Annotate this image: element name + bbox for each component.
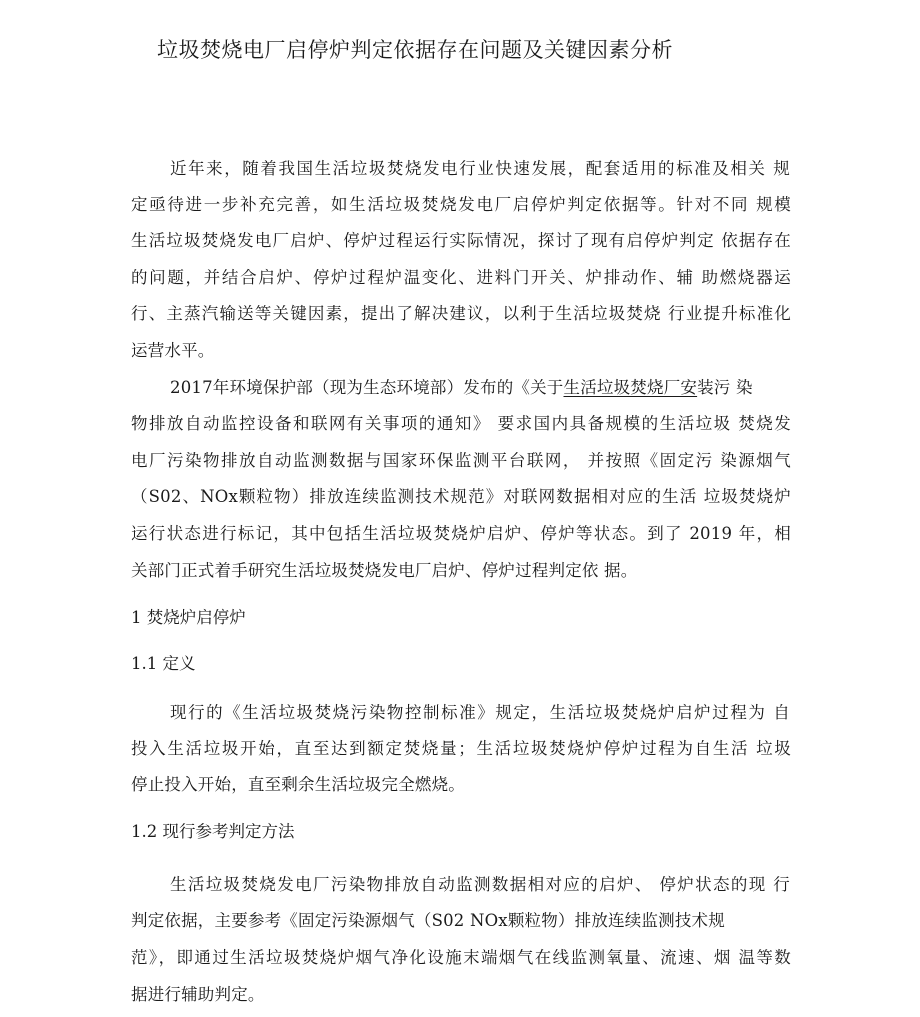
paragraph-1-line: 近年来，随着我国生活垃圾焚烧发电行业快速发展，配套适用的标准及相关 规: [170, 159, 790, 178]
paragraph-2-line: （S02、NOx颗粒物）排放连续监测技术规范》对联网数据相对应的生活 垃圾焚烧炉: [131, 487, 791, 506]
document-title: 垃圾焚烧电厂启停炉判定依据存在问题及关键因素分析: [157, 38, 673, 62]
underlined-text: 生活垃圾焚烧厂安: [563, 378, 698, 397]
paragraph-2-line: 电厂污染物排放自动监测数据与国家环保监测平台联网， 并按照《固定污 染源烟气: [131, 451, 791, 470]
paragraph-2-line: 物排放自动监控设备和联网有关事项的通知》 要求国内具备规模的生活垃圾 焚烧发: [131, 414, 791, 433]
paragraph-3-line: 投入生活垃圾开始，直至达到额定焚烧量；生活垃圾焚烧炉停炉过程为自生活 垃圾: [131, 739, 791, 758]
paragraph-1-line: 定亟待进一步补充完善，如生活垃圾焚烧发电厂启停炉判定依据等。针对不同 规模: [131, 195, 791, 214]
paragraph-4-line: 生活垃圾焚烧发电厂污染物排放自动监测数据相对应的启炉、 停炉状态的现 行: [170, 875, 790, 894]
paragraph-1-line: 运营水平。: [131, 341, 215, 360]
paragraph-3-line: 停止投入开始，直至剩余生活垃圾完全燃烧。: [131, 775, 465, 794]
paragraph-4-line: 据进行辅助判定。: [131, 985, 265, 1004]
paragraph-2-text: 2017年环境保护部（现为生态环境部）发布的《关于: [170, 378, 564, 397]
paragraph-4-line: 判定依据，主要参考《固定污染源烟气（S02 NOx颗粒物）排放连续监测技术规: [131, 911, 725, 930]
paragraph-3-line: 现行的《生活垃圾焚烧污染物控制标准》规定，生活垃圾焚烧炉启炉过程为 自: [170, 703, 790, 722]
paragraph-1-line: 的问题，并结合启炉、停炉过程炉温变化、进料门开关、炉排动作、辅 助燃烧器运: [131, 268, 791, 287]
paragraph-4-line: 范》，即通过生活垃圾焚烧炉烟气净化设施末端烟气在线监测氧量、流速、烟 温等数: [131, 948, 791, 967]
paragraph-2-text: 装污 染: [697, 378, 753, 397]
section-heading: 1 焚烧炉启停炉: [131, 608, 246, 627]
paragraph-1-line: 生活垃圾焚烧发电厂启炉、停炉过程运行实际情况，探讨了现有启停炉判定 依据存在: [131, 231, 791, 250]
paragraph-2-line: 关部门正式着手研究生活垃圾焚烧发电厂启炉、停炉过程判定依 据。: [131, 561, 638, 580]
paragraph-2-first-line: [170, 376, 790, 400]
subsection-heading: 1.2 现行参考判定方法: [131, 822, 295, 841]
subsection-heading: 1.1 定义: [131, 654, 196, 673]
paragraph-1-line: 行、主蒸汽输送等关键因素，提出了解决建议，以利于生活垃圾焚烧 行业提升标准化: [131, 304, 791, 323]
paragraph-2-line: 运行状态进行标记，其中包括生活垃圾焚烧炉启炉、停炉等状态。到了 2019 年，相: [131, 524, 791, 543]
